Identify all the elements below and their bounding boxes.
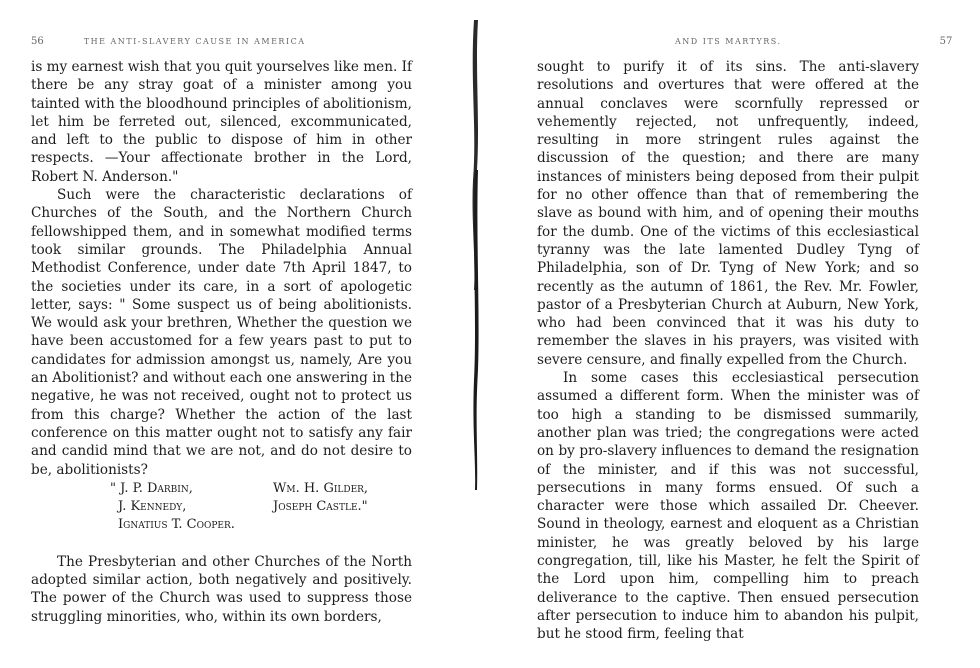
signature-cooper: Ignatius T. Cooper. <box>118 517 235 533</box>
signature-kennedy: J. Kennedy, <box>118 499 187 515</box>
right-page <box>490 0 980 668</box>
left-text-block <box>31 58 412 626</box>
right-paragraph-2: In some cases this ecclesiastical persecution assumed a different form. When the minister was of too high a standing to be dismissed summarily, another plan was tried; the congregations were acted on by pro-slavery influences to demand the resignation of the minister, and if this was not successful, persecutions in many forms ensued. Of such a character were those which assailed Dr. Cheever. Sound in theology, earnest and eloquent as a Christian minister, he was greatly beloved by his large congregation, till, like his Master, he felt the Spirit of the Lord upon him, compelling him to preach deliverance to the captive. Then ensued persecution after persecution to induce him to abandon his pulpit, but he stood firm, feeling that <box>537 370 919 643</box>
left-paragraph-2: Such were the characteristic declarations of Churches of the South, and the Northern Church fellowshipped them, and in somewhat modified terms took similar grounds. The Philadelphia Annual Methodist Conference, under date 7th April 1847, to the societies under its care, in a sort of apologetic letter, says: " Some suspect us of being abolitionists. We would ask your brethren, Whether the question we have been accustomed for a few years past to put to candidates for admission amongst us, namely, Are you an Abolitionist? and without each one answering in the negative, he was not received, ought not to protect us from this charge? Whether the action of the last conference on this matter ought not to satisfy any fair and candid mind that we are not, and do not desire to be, abolitionists? <box>31 187 412 478</box>
paragraph-spacer <box>31 535 412 553</box>
left-page <box>0 0 470 668</box>
gutter-shadow-lower <box>473 170 478 490</box>
right-paragraph-1: sought to purify it of its sins. The anti-slavery resolutions and overtures that were offered at the annual conclaves were scornfully repressed or vehemently rejected, not unfrequently, indeed, resulting in more stringent rules against the discussion of the question; and there are many instances of ministers being deposed from their pulpit for no other offence than that of remembering the slave as bound with him, and of opening their mouths for the dumb. One of the victims of this ecclesiastical tyranny was the late lamented Dudley Tyng of Philadelphia, son of Dr. Tyng of New York; and so recently as the autumn of 1861, the Rev. Mr. Fowler, pastor of a Presbyterian Church at Auburn, New York, who had been convinced that it was his duty to remember the slaves in his prayers, was visited with severe censure, and finally expelled from the Church. <box>537 59 919 368</box>
signature-castle: Joseph Castle." <box>273 499 368 515</box>
right-page-number: 57 <box>939 36 953 47</box>
signature-gilder: Wm. H. Gilder, <box>273 480 369 496</box>
left-paragraph-3: The Presbyterian and other Churches of the North adopted similar action, both negatively and positively. The power of the Church was used to suppress those struggling minorities, who, within its own borders, <box>31 553 412 625</box>
signature-block <box>31 480 412 535</box>
right-running-head <box>675 36 952 47</box>
left-running-head <box>31 36 306 47</box>
left-paragraph-1: is my earnest wish that you quit yourselves like men. If there be any stray goat of a minister among you tainted with the bloodhound principles of abolitionism, let him be ferreted out, silenced, excommunicated, and left to the public to dispose of him in other respects. —Your affectionate brother in the Lord, Robert N. Anderson." <box>31 59 412 185</box>
left-page-number: 56 <box>31 36 44 47</box>
book-gutter-shadow <box>468 20 482 490</box>
signature-darbin: " J. P. Darbin, <box>110 480 193 496</box>
right-text-block <box>537 58 919 644</box>
left-running-title: THE ANTI-SLAVERY CAUSE IN AMERICA <box>83 37 306 46</box>
right-running-title: AND ITS MARTYRS. <box>675 37 782 46</box>
